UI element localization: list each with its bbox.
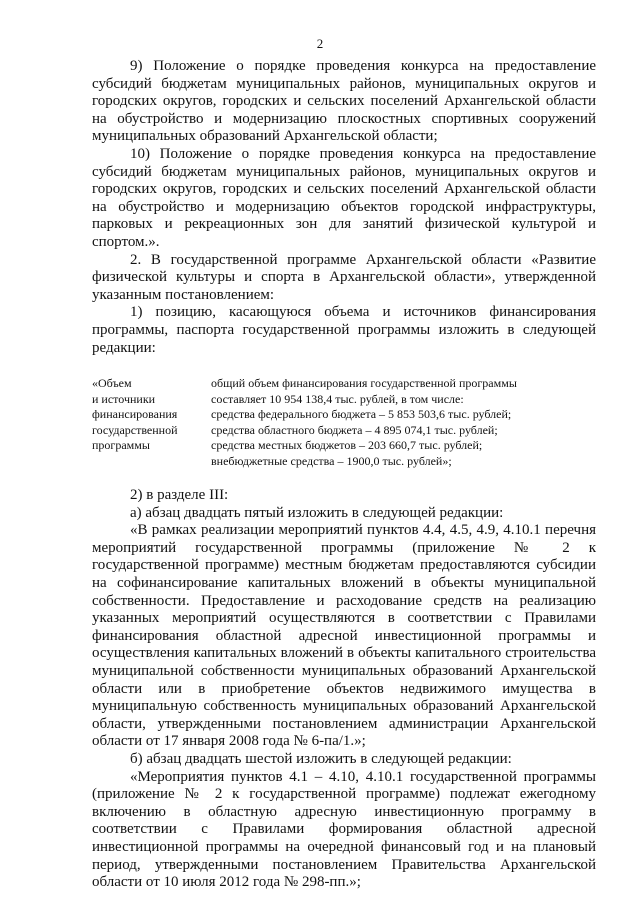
paragraph-item-10: 10) Положение о порядке проведения конкурса на предоставление субсидий бюджетам муниципальных районов, муниципальных округов и городских округов, городских и сельских поселений Архангельской области на обустройство и модернизацию объектов городской инфраструктуры, парковых и рекреационных зон для занятий физической культурой и спортом.». [92, 145, 596, 250]
page-number: 2 [316, 36, 324, 51]
paragraph-section-2: 2. В государственной программе Архангельской области «Развитие физической культуры и спорта в Архангельской области», утвержденной указанным постановлением: [92, 251, 596, 303]
passport-label-line: «Объем [92, 376, 132, 391]
funding-passport-table [92, 376, 596, 469]
paragraph-subitem-b: б) абзац двадцать шестой изложить в следующей редакции: [130, 751, 512, 767]
passport-value-column [211, 376, 596, 469]
paragraph-item-9: 9) Положение о порядке проведения конкурса на предоставление субсидий бюджетам муниципальных районов, муниципальных округов и городских округов, городских и сельских поселений Архангельской области на обустройство и модернизацию плоскостных спортивных сооружений муниципальных образований Архангельской области; [92, 58, 596, 145]
paragraph-subitem-2: 2) в разделе III: [130, 487, 229, 504]
paragraph-subitem-1: 1) позицию, касающуюся объема и источников финансирования программы, паспорта государственной программы изложить в следующей редакции: [92, 304, 596, 356]
passport-value-line: внебюджетные средства – 1900,0 тыс. рублей»; [211, 453, 452, 468]
quoted-paragraph-25: «В рамках реализации мероприятий пунктов 4.4, 4.5, 4.9, 4.10.1 перечня мероприятий государственной программы (приложение № 2 к государственной программе) местным бюджетам предоставляются субсидии на софинансирование капитальных вложений в объекты муниципальной собственности. Предоставление и расходование средств на реализацию указанных мероприятий осуществляются в соответствии с Правилами финансирования областной адресной инвестиционной программы и осуществления капитальных вложений в объекты капитального строительства муниципальной собственности муниципальных образований Архангельской области или в приобретение объектов недвижимого имущества в муниципальную собственность муниципальных образований Архангельской области, утвержденными постановлением администрации Архангельской области от 17 января 2008 года № 6-па/1.»; [92, 522, 596, 750]
passport-label-column [92, 376, 211, 469]
passport-label-line: государственной [92, 422, 178, 437]
passport-value-line: средства местных бюджетов – 203 660,7 тыс. рублей; [211, 438, 483, 453]
paragraph-subitem-a: а) абзац двадцать пятый изложить в следующей редакции: [130, 504, 504, 521]
passport-value-line: средства федерального бюджета – 5 853 503,6 тыс. рублей; [211, 407, 512, 422]
passport-label-line: финансирования [92, 407, 178, 422]
passport-label-line: программы [92, 438, 150, 453]
passport-value-line: общий объем финансирования государственной программы [211, 376, 517, 391]
document-body [92, 58, 596, 892]
passport-value-line: средства областного бюджета – 4 895 074,1 тыс. рублей; [211, 422, 498, 437]
quoted-paragraph-26: «Мероприятия пунктов 4.1 – 4.10, 4.10.1 государственной программы (приложение № 2 к государственной программе) подлежат ежегодному включению в областную адресную инвестиционную программу в соответствии с Правилами формирования областной адресной инвестиционной программы на очередной финансовый год и на плановый период, утвержденными постановлением Правительства Архангельской области от 10 июля 2012 года № 298-пп.»; [92, 768, 596, 891]
passport-label-line: и источники [92, 391, 156, 406]
passport-value-line: составляет 10 954 138,4 тыс. рублей, в том числе: [211, 391, 464, 406]
